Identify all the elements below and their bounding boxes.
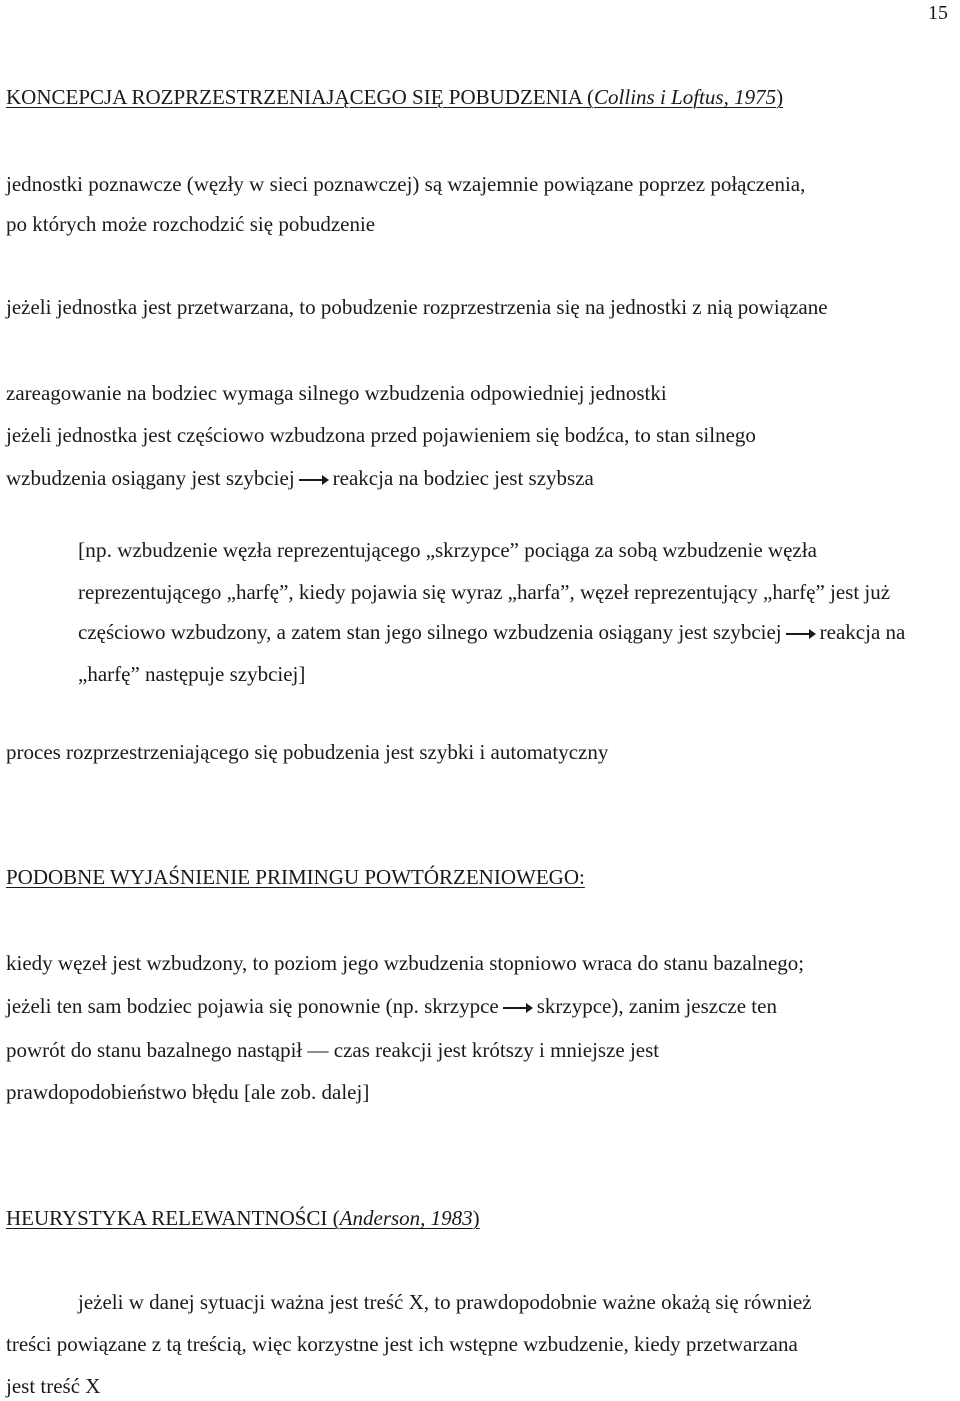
heading-text: KONCEPCJA ROZPRZESTRZENIAJĄCEGO SIĘ POBUDZENIA ( [6, 85, 595, 109]
heading-close: ) [472, 1206, 480, 1230]
heading-close: ) [776, 85, 784, 109]
text-fragment: reakcja na bodziec jest szybsza [332, 466, 594, 490]
paragraph-line: powrót do stanu bazalnego nastąpił — czas reakcji jest krótszy i mniejsze jest [6, 1038, 660, 1062]
text-fragment: reakcja na [819, 620, 906, 644]
example-line: „harfę” następuje szybciej] [78, 662, 306, 686]
paragraph-line [6, 468, 594, 489]
example-bracket: [np. [78, 538, 113, 562]
paragraph-line: jednostki poznawcze (węzły w sieci poznawczej) są wzajemnie powiązane poprzez połączenia, [6, 172, 806, 196]
section-heading-repetition-priming: PODOBNE WYJAŚNIENIE PRIMINGU POWTÓRZENIOWEGO: [6, 865, 585, 889]
text-fragment: wzbudzenia osiągany jest szybciej [6, 466, 295, 490]
right-arrow-icon [786, 629, 816, 639]
page-number: 15 [928, 2, 948, 24]
paragraph-line: kiedy węzeł jest wzbudzony, to poziom jego wzbudzenia stopniowo wraca do stanu bazalnego; [6, 951, 805, 975]
text-fragment: skrzypce), zanim jeszcze ten [536, 994, 777, 1018]
right-arrow-icon [503, 1003, 533, 1013]
text-fragment: częściowo wzbudzony, a zatem stan jego silnego wzbudzenia osiągany jest szybciej [78, 620, 782, 644]
heading-text: HEURYSTYKA RELEWANTNOŚCI ( [6, 1206, 340, 1230]
paragraph-line: jeżeli w danej sytuacji ważna jest treść X, to prawdopodobnie ważne okażą się również [78, 1290, 812, 1314]
paragraph-line: treści powiązane z tą treścią, więc korzystne jest ich wstępne wzbudzenie, kiedy przetwarzana [6, 1332, 798, 1356]
example-line: reprezentującego „harfę”, kiedy pojawia się wyraz „harfa”, węzeł reprezentujący „harfę” jest już [78, 580, 891, 604]
paragraph-line [6, 996, 777, 1017]
heading-citation: Collins i Loftus, 1975 [594, 85, 777, 109]
right-arrow-icon [299, 475, 329, 485]
heading-citation: Anderson, 1983 [339, 1206, 473, 1230]
text-fragment: wzbudzenie węzła reprezentującego „skrzypce” pociąga za sobą wzbudzenie węzła [112, 538, 817, 562]
section-heading-relevance-heuristic [6, 1208, 480, 1229]
example-line [78, 622, 905, 643]
paragraph-line: prawdopodobieństwo błędu [ale zob. dalej] [6, 1080, 370, 1104]
paragraph-line: zareagowanie na bodziec wymaga silnego wzbudzenia odpowiedniej jednostki [6, 381, 667, 405]
section-heading-spreading-activation [6, 87, 783, 108]
paragraph-line: po których może rozchodzić się pobudzenie [6, 212, 376, 236]
text-fragment: jeżeli ten sam bodziec pojawia się ponownie (np. skrzypce [6, 994, 499, 1018]
paragraph-line: proces rozprzestrzeniającego się pobudzenia jest szybki i automatyczny [6, 740, 609, 764]
paragraph-line: jest treść X [6, 1374, 101, 1398]
example-line [78, 540, 817, 562]
paragraph-line: jeżeli jednostka jest przetwarzana, to pobudzenie rozprzestrzenia się na jednostki z nią powiązane [6, 295, 828, 319]
paragraph-line: jeżeli jednostka jest częściowo wzbudzona przed pojawieniem się bodźca, to stan silnego [6, 423, 756, 447]
